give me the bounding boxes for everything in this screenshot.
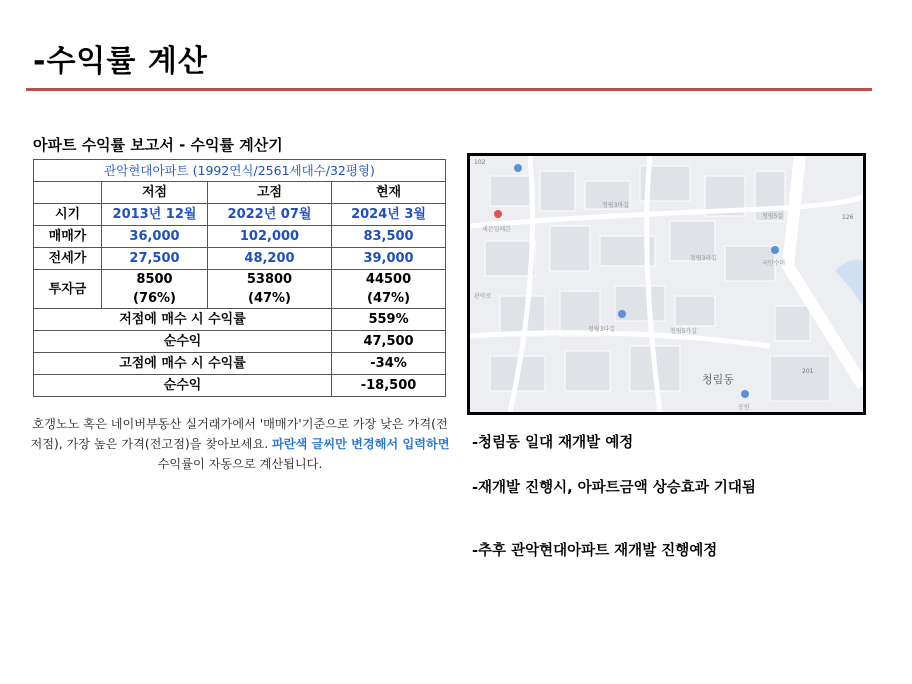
jeonse-input-current[interactable]: 39,000	[332, 248, 446, 270]
column-header: 고점	[208, 182, 332, 204]
yield-calculator-table	[33, 159, 446, 397]
investment-ratio: (47%)	[367, 291, 411, 306]
column-header: 저점	[102, 182, 208, 204]
table-row	[34, 204, 446, 226]
result-label: 순수익	[34, 331, 332, 353]
map-street-label: 청림3다길	[588, 326, 616, 333]
bullet-point: -추후 관악현대아파트 재개발 진행예정	[472, 543, 718, 559]
table-row	[34, 353, 446, 375]
investment-amount: 8500	[136, 272, 173, 287]
map-address-number: 201	[802, 368, 814, 375]
note-text: 호갱노노 혹은 네이버부동산 실거래가에서 '매매가'기준으로 가장 낮은 가격(전저점), 가장 높은 가격(전고점)을 찾아보세요.	[30, 417, 448, 451]
investment-ratio: (47%)	[248, 291, 291, 306]
result-label: 저점에 매수 시 수익률	[34, 309, 332, 331]
calculator-heading: 아파트 수익률 보고서 - 수익률 계산기	[33, 136, 283, 154]
date-input-current[interactable]: 2024년 3월	[332, 204, 446, 226]
investment-cell-current	[332, 270, 446, 309]
row-label: 투자금	[34, 270, 102, 309]
table-row	[34, 248, 446, 270]
map-poi-label: 세븐일레븐	[482, 226, 511, 233]
table-row	[34, 375, 446, 397]
investment-cell-low	[102, 270, 208, 309]
sale-price-input-high[interactable]: 102,000	[208, 226, 332, 248]
map-address-number: 126	[842, 214, 854, 221]
map-street-label: 청림5가길	[670, 328, 698, 335]
slide-title: -수익률 계산	[33, 44, 208, 79]
row-label: 매매가	[34, 226, 102, 248]
table-row	[34, 331, 446, 353]
result-label: 순수익	[34, 375, 332, 397]
map-district-label: 청림동	[702, 373, 734, 386]
map-street-label: 청림3라길	[690, 255, 718, 262]
table-row	[34, 309, 446, 331]
instruction-note	[30, 414, 450, 474]
investment-ratio: (76%)	[133, 291, 176, 306]
apartment-info: 관악현대아파트 (1992연식/2561세대수/32평형)	[34, 160, 446, 182]
table-row	[34, 270, 446, 309]
map-street-label: 청림5길	[762, 213, 784, 220]
result-value: 47,500	[332, 331, 446, 353]
bullet-point: -청림동 일대 재개발 예정	[472, 435, 634, 451]
investment-amount: 44500	[365, 272, 412, 287]
neighborhood-map[interactable]	[467, 153, 866, 415]
sale-price-input-low[interactable]: 36,000	[102, 226, 208, 248]
result-label: 고점에 매수 시 수익률	[34, 353, 332, 375]
investment-cell-high	[208, 270, 332, 309]
date-input-low[interactable]: 2013년 12월	[102, 204, 208, 226]
map-street-label: 청림3마길	[602, 202, 630, 209]
map-street-label: 관악로	[474, 293, 492, 300]
result-value: -34%	[332, 353, 446, 375]
bullet-point: -재개발 진행시, 아파트금액 상승효과 기대됨	[472, 480, 756, 496]
result-value: -18,500	[332, 375, 446, 397]
note-text: 수익률이 자동으로 계산됩니다.	[157, 457, 323, 471]
note-highlight: 파란색 글씨만 변경해서 입력하면	[271, 437, 450, 451]
date-input-high[interactable]: 2022년 07월	[208, 204, 332, 226]
table-row	[34, 226, 446, 248]
result-value: 559%	[332, 309, 446, 331]
map-address-number: 102	[474, 159, 486, 166]
jeonse-input-high[interactable]: 48,200	[208, 248, 332, 270]
sale-price-input-current[interactable]: 83,500	[332, 226, 446, 248]
jeonse-input-low[interactable]: 27,500	[102, 248, 208, 270]
map-poi-label: 국민수퍼	[762, 260, 786, 267]
row-label: 전세가	[34, 248, 102, 270]
row-label: 시기	[34, 204, 102, 226]
title-divider	[26, 88, 872, 91]
column-header: 현재	[332, 182, 446, 204]
corner-cell	[34, 182, 102, 204]
map-poi-label: 공원	[738, 404, 750, 411]
investment-amount: 53800	[246, 272, 293, 287]
